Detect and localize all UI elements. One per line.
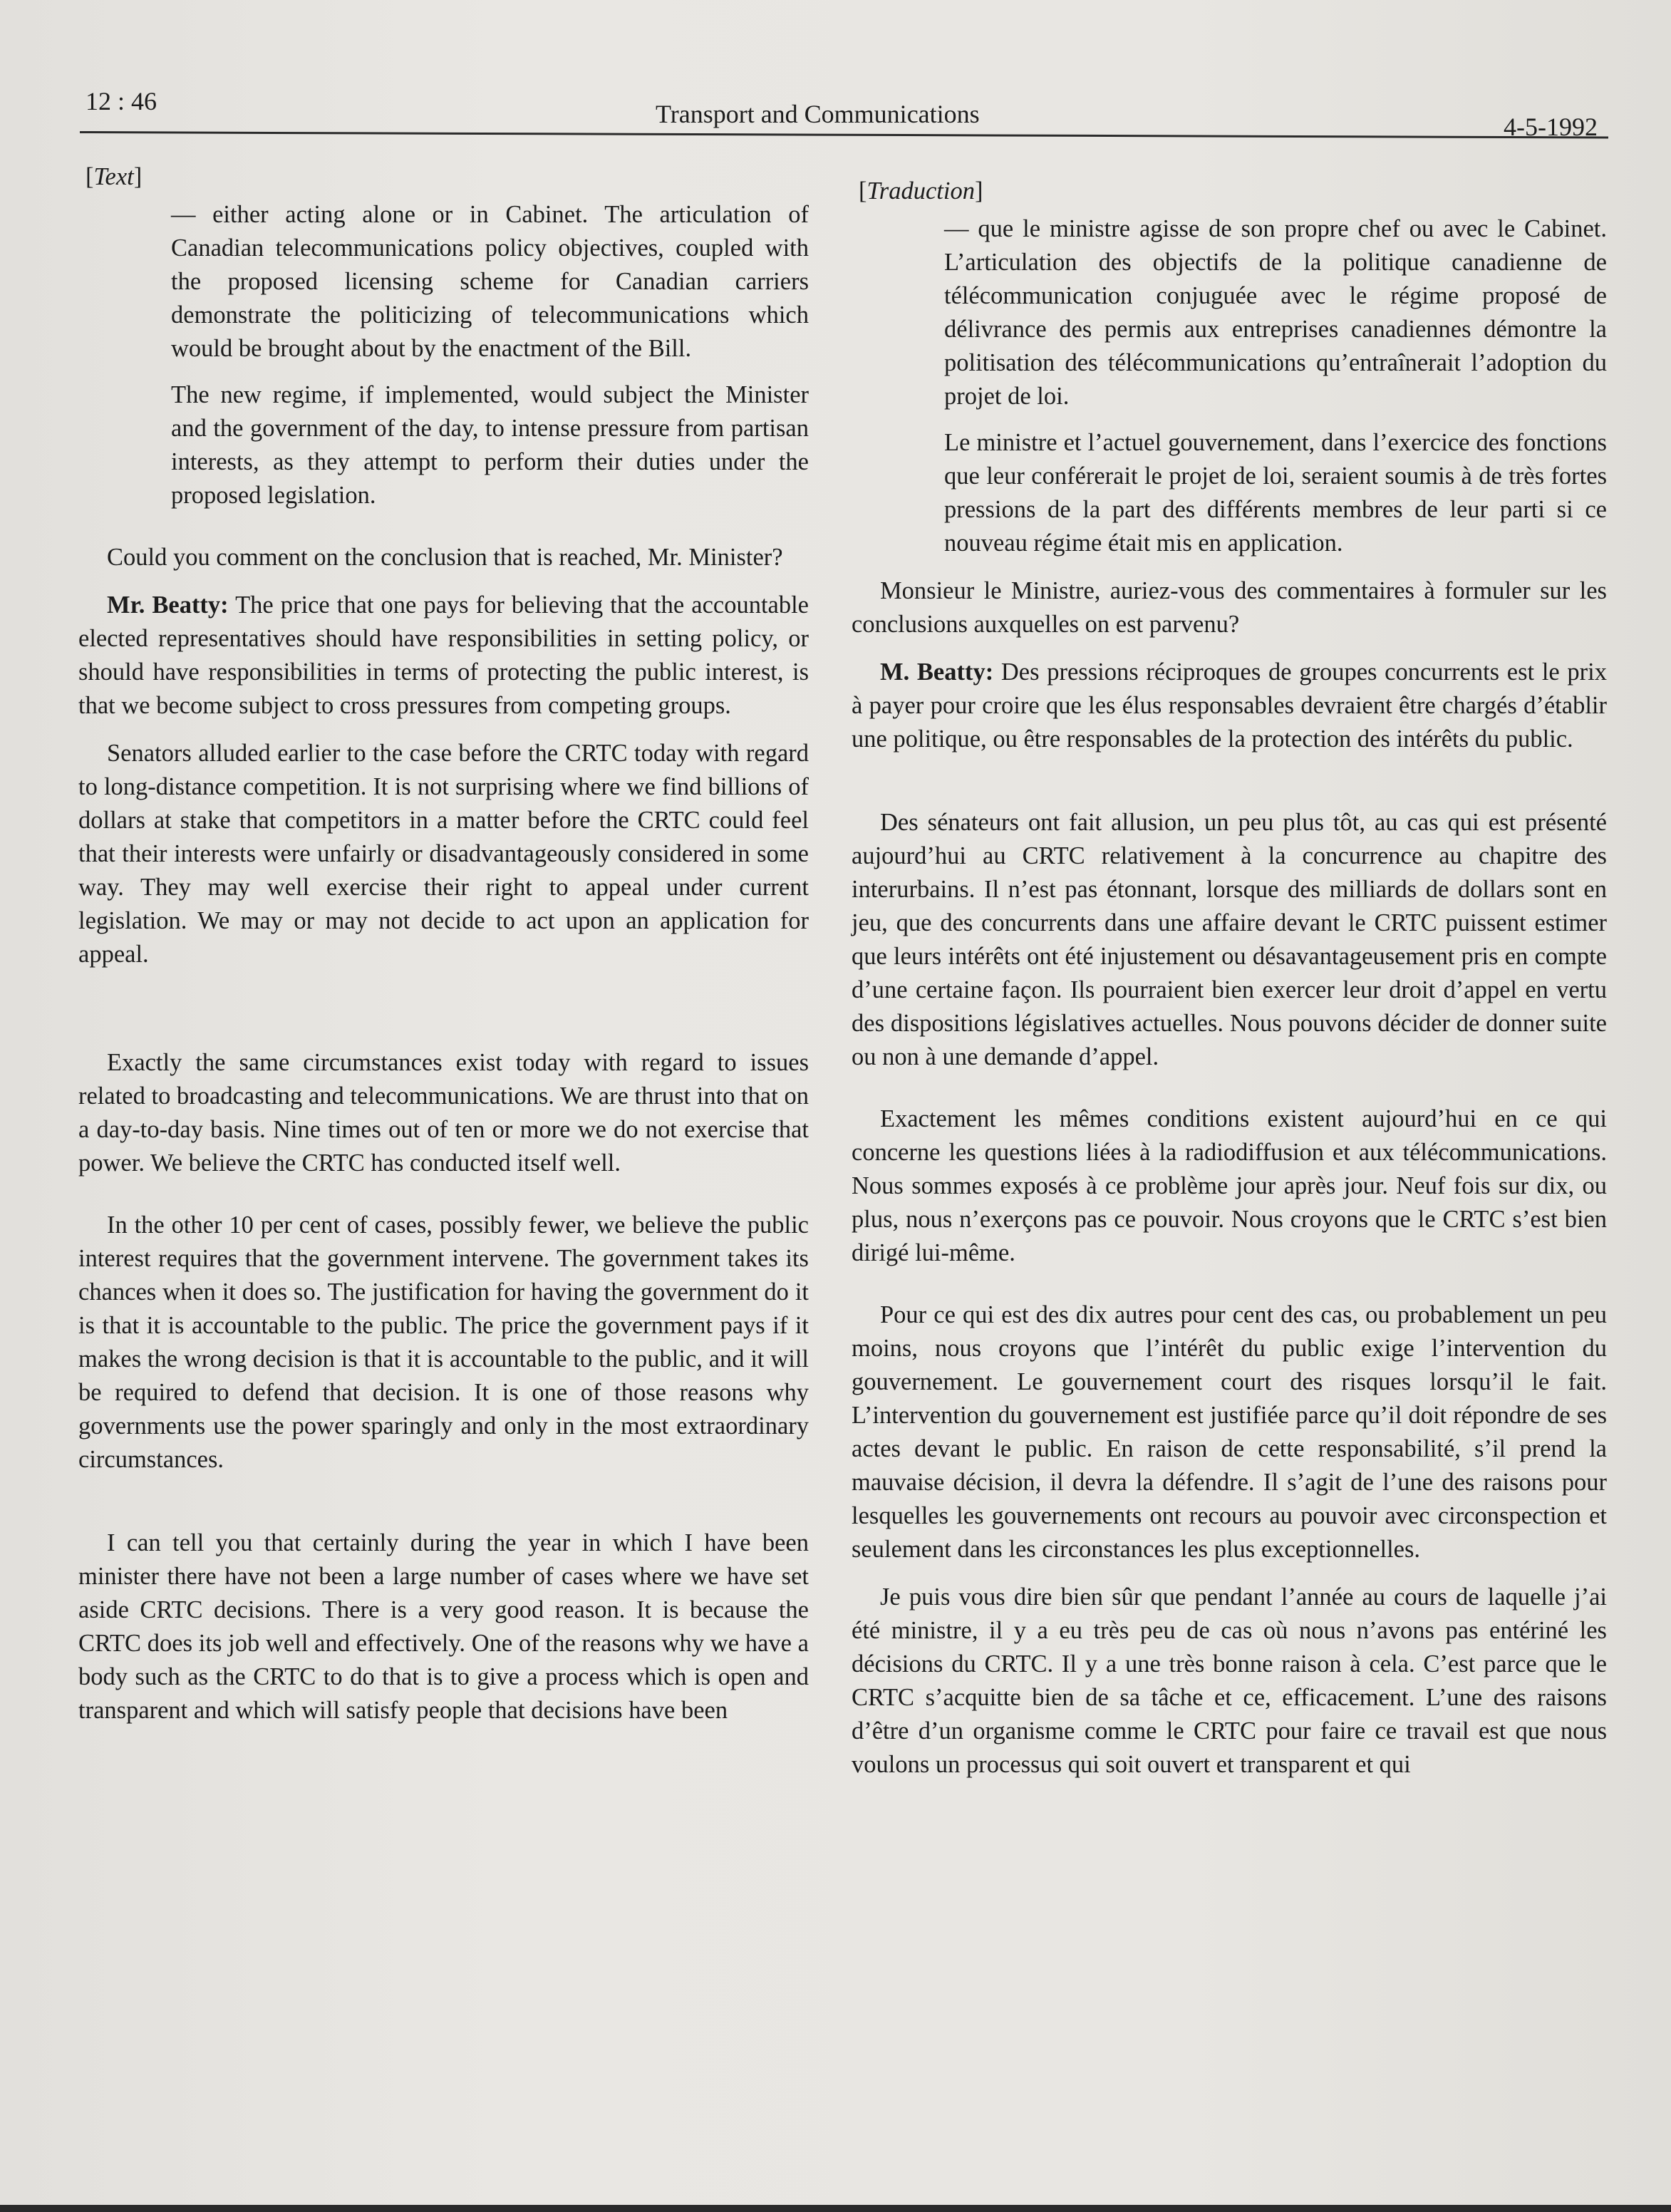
running-title: Transport and Communications <box>656 100 980 128</box>
english-paragraph: Exactly the same circumstances exist today with regard to issues related to broadcasting and telecommunications. We are thrust into that on a day-to-day basis. Nine times out of ten or more we do not exercise that power. We believe the CRTC has conducted itself well. <box>78 1049 809 1177</box>
french-paragraph: Exactement les mêmes conditions existent aujourd’hui en ce qui concerne les questions liées à la radiodiffusion et aux télécommunications. Nous sommes exposés à ce problème jour après jour. Neuf fois sur dix, ou plus, nous n’exerçons pas ce pouvoir. Nous croyons que le CRTC s’est bien dirigé lui-même. <box>852 1105 1607 1266</box>
english-quote-paragraph: — either acting alone or in Cabinet. The articulation of Canadian telecommunications policy objectives, coupled with the proposed licensing scheme for Canadian carriers demonstrate the politicizing of telecommunications which would be brought about by the enactment of the Bill. <box>171 201 809 362</box>
english-question: Could you comment on the conclusion that is reached, Mr. Minister? <box>107 544 783 571</box>
answer-text: Des pressions réciproques de groupes concurrents est le prix à payer pour croire que les élus responsables devraient être chargés d’établir une politique, ou être responsables de la protection des intérêts du public. <box>852 658 1607 753</box>
english-paragraph: In the other 10 per cent of cases, possibly fewer, we believe the public interest requires that the government intervene. The government takes its chances when it does so. The justification for having the government do it is that it is accountable to the public. The price the government pays if it makes the wrong decision is that it is accountable to the public, and it will be required to defend that decision. It is one of those reasons why governments use the power sparingly and only in the most extraordinary circumstances. <box>78 1211 809 1473</box>
scan-bottom-edge <box>0 2205 1671 2212</box>
english-answer <box>78 589 809 723</box>
french-question: Monsieur le Ministre, auriez-vous des commentaires à formuler sur les conclusions auxquelles on est parvenu? <box>852 577 1607 638</box>
english-quote-paragraph: The new regime, if implemented, would subject the Minister and the government of the day, to intense pressure from partisan interests, as they attempt to perform their duties under the proposed legislation. <box>171 381 809 509</box>
french-paragraph: Des sénateurs ont fait allusion, un peu plus tôt, au cas qui est présenté aujourd’hui au CRTC relativement à la concurrence au chapitre des interurbains. Il n’est pas étonnant, lorsque des milliards de dollars sont en jeu, que des concurrents dans une affaire devant le CRTC puissent estimer que leurs intérêts ont été injustement ou désavantageusement pris en compte d’une certaine façon. Ils pourraient bien exercer leur droit d’appel en vertu des dispositions législatives actuelles. Nous pouvons décider de donner suite ou non à une demande d’appel. <box>852 809 1607 1070</box>
speaker-name: M. Beatty: <box>880 658 994 686</box>
french-paragraph: Je puis vous dire bien sûr que pendant l’année au cours de laquelle j’ai été ministre, il y a eu très peu de cas où nous n’avons pas entériné les décisions du CRTC. Il y a une très bonne raison à cela. C’est parce que le CRTC s’acquitte bien de sa tâche et ce, efficacement. L’une des raisons d’être d’un organisme comme le CRTC pour faire ce travail est que nous voulons un processus qui soit ouvert et transparent et qui <box>852 1583 1607 1778</box>
session-date: 4-5-1992 <box>1504 113 1598 141</box>
english-column <box>78 160 809 1727</box>
french-answer <box>852 656 1607 756</box>
speaker-name: Mr. Beatty: <box>107 591 229 619</box>
english-text-label: [Text] <box>86 163 143 190</box>
page-number: 12 : 46 <box>86 87 157 115</box>
french-text-label: [Traduction] <box>859 177 983 205</box>
french-column <box>852 175 1607 1782</box>
english-paragraph: I can tell you that certainly during the year in which I have been minister there have not been a large number of cases where we have set aside CRTC decisions. There is a very good reason. It is because the CRTC does its job well and effectively. One of the reasons why we have a body such as the CRTC to do that is to give a process which is open and transparent and which will satisfy people that decisions have been <box>78 1529 809 1724</box>
answer-text: The price that one pays for believing that the accountable elected representatives should have responsibilities in setting policy, or should have responsibilities in terms of protecting the public interest, is that we become subject to cross pressures from competing groups. <box>78 591 809 719</box>
french-quote-paragraph: Le ministre et l’actuel gouvernement, dans l’exercice des fonctions que leur conférerait le projet de loi, seraient soumis à de très fortes pressions de la part des différents membres de leur parti si ce nouveau régime était mis en application. <box>944 429 1607 557</box>
french-paragraph: Pour ce qui est des dix autres pour cent des cas, ou probablement un peu moins, nous croyons que l’intérêt du public exige l’intervention du gouvernement. Le gouvernement court des risques lorsqu’il le fait. L’intervention du gouvernement est justifiée parce qu’il doit répondre de ses actes devant le public. En raison de cette responsabilité, s’il prend la mauvaise décision, il devra la défendre. Il s’agit de l’une des raisons pour lesquelles les gouvernements ont recours au pouvoir avec circonspection et seulement dans les circonstances les plus exceptionnelles. <box>852 1301 1607 1563</box>
header-rule <box>80 131 1608 138</box>
french-quote-paragraph: — que le ministre agisse de son propre chef ou avec le Cabinet. L’articulation des objectifs de la politique canadienne de télécommunication conjuguée avec le régime proposé de délivrance des permis aux entreprises canadiennes démontre la politisation des télécommunications qu’entraînerait l’adoption du projet de loi. <box>944 215 1607 410</box>
english-paragraph: Senators alluded earlier to the case before the CRTC today with regard to long-distance competition. It is not surprising where we find billions of dollars at stake that competitors in a matter before the CRTC could feel that their interests were unfairly or disadvantageously considered in some way. They may well exercise their right to appeal under current legislation. We may or may not decide to act upon an application for appeal. <box>78 740 809 968</box>
